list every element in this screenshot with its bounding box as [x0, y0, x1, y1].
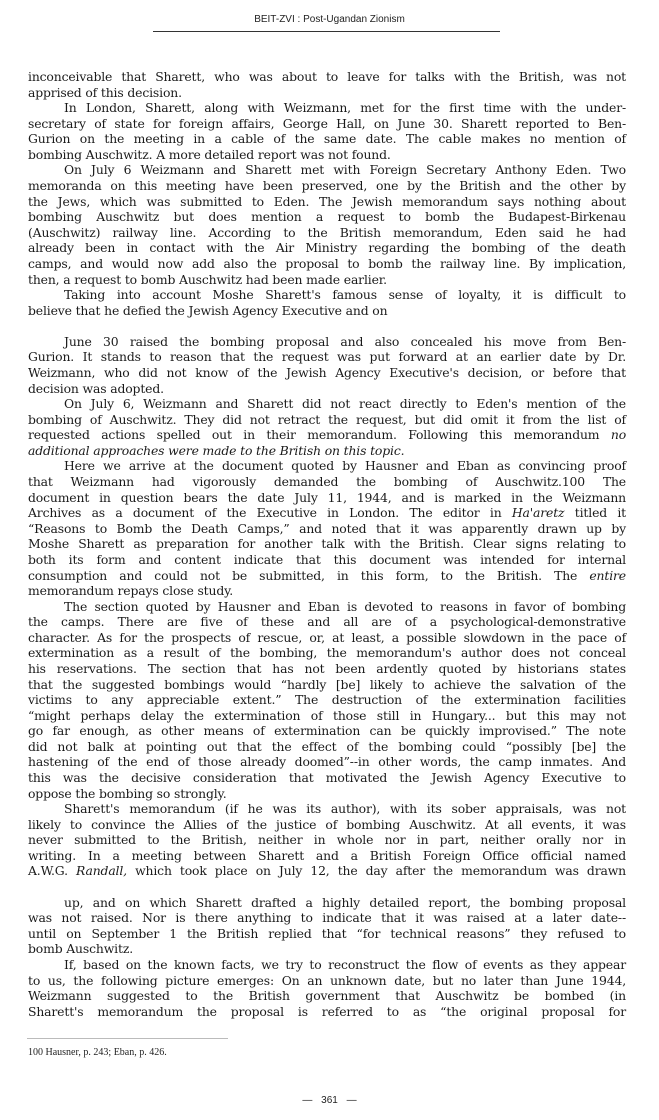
text-line: that the suggested bombings would “hardly [be] likely to achieve the salvation of the — [28, 676, 626, 692]
text-line: extermination as a result of the bombing, the memorandum's author does not conceal — [28, 645, 626, 661]
text-line: Taking into account Moshe Sharett's famous sense of loyalty, it is difficult to — [64, 287, 626, 303]
text-line: Weizmann suggested to the British government that Auschwitz be bombed (in — [28, 988, 626, 1004]
text-line: secretary of state for foreign affairs, George Hall, on June 30. Sharett reported to Ben- — [28, 115, 626, 131]
text-line — [28, 443, 626, 459]
text-line: bombing of Auschwitz. They did not retract the request, but did omit it from the list of — [28, 411, 626, 427]
paragraph — [28, 895, 626, 957]
person-name: Randall, — [76, 863, 127, 879]
text-run: Archives as a document of the Executive in London. The editor in — [28, 505, 502, 521]
text-run: consumption and could not be submitted, in this form, to the British. The — [28, 567, 578, 583]
text-line — [28, 427, 626, 443]
paragraph — [28, 69, 626, 100]
text-line: never submitted to the British, neither in whole nor in part, neither orally nor in — [28, 832, 626, 848]
text-line: inconceivable that Sharett, who was about to leave for talks with the British, was not — [28, 69, 626, 84]
paragraph — [28, 396, 626, 458]
text-line: the camps. There are five of these and all are of a psychological-demonstrative — [28, 614, 626, 630]
running-head: BEIT-ZVI : Post-Ugandan Zionism — [254, 14, 405, 25]
text-run: requested actions spelled out in their memorandum. Following this memorandum — [28, 427, 600, 443]
paragraph — [28, 162, 626, 287]
newspaper-title: Ha'aretz — [511, 505, 565, 521]
text-line: Moshe Sharett as preparation for another talk with the British. Clear signs relating to — [28, 536, 626, 552]
emphasis-text: entire — [589, 567, 626, 583]
text-line: If, based on the known facts, we try to reconstruct the flow of events as they appear — [64, 956, 626, 972]
text-line: Weizmann, who did not know of the Jewish Agency Executive's decision, or before that — [28, 364, 626, 380]
text-run: titled it — [574, 505, 627, 521]
text-line: Sharett's memorandum (if he was its author), with its sober appraisals, was not — [64, 801, 626, 817]
emphasis-text: additional approaches were made to the British on this topic. — [28, 442, 405, 458]
text-line: Here we arrive at the document quoted by Hausner and Eban as convincing proof — [64, 458, 626, 474]
text-line: this was the decisive consideration that motivated the Jewish Agency Executive to — [28, 770, 626, 786]
text-line: Sharett's memorandum the proposal is referred to as “the original proposal for — [28, 1003, 626, 1019]
text-line: apprised of this decision. — [28, 84, 182, 100]
text-line: “Reasons to Bomb the Death Camps,” and noted that it was apparently drawn up by — [28, 520, 626, 536]
text-line: was not raised. Nor is there anything to indicate that it was raised at a later date-- — [28, 910, 626, 926]
text-line: oppose the bombing so strongly. — [28, 785, 227, 801]
blank-line — [28, 879, 626, 895]
text-line — [28, 505, 626, 521]
text-line: “might perhaps delay the extermination of those still in Hungary... but this may not — [28, 707, 626, 723]
text-line: On July 6, Weizmann and Sharett did not react directly to Eden's mention of the — [64, 396, 626, 412]
text-line: Gurion. It stands to reason that the request was put forward at an earlier date by Dr. — [28, 349, 626, 365]
text-line — [28, 474, 626, 490]
text-line: The section quoted by Hausner and Eban is devoted to reasons in favor of bombing — [64, 598, 626, 614]
text-line: camps, and would now add also the proposal to bomb the railway line. By implication, — [28, 255, 626, 271]
paragraph — [28, 458, 626, 598]
blank-line — [28, 318, 626, 334]
text-line: did not balk at pointing out that the effect of the bombing could “possibly [be] the — [28, 738, 626, 754]
text-line: In London, Sharett, along with Weizmann, met for the first time with the under- — [64, 100, 626, 116]
text-line: bomb Auschwitz. — [28, 941, 133, 957]
text-line: character. As for the prospects of rescue, or, at least, a possible slowdown in the pace of — [28, 629, 626, 645]
text-line: to us, the following picture emerges: On an unknown date, but no later than June 1944, — [28, 972, 626, 988]
text-run: which took place on July 12, the day after the memorandum was drawn — [135, 863, 627, 879]
text-line: up, and on which Sharett drafted a highly detailed report, the bombing proposal — [64, 894, 626, 910]
page-number: — 361 — — [302, 1095, 357, 1106]
paragraph — [28, 287, 626, 318]
emphasis-text: no — [610, 427, 626, 443]
text-line: hastening of the end of those already doomed”--in other words, the camp inmates. And — [28, 754, 626, 770]
text-run: A.W.G. — [28, 863, 68, 879]
text-line: his reservations. The section that has not been ardently quoted by historians states — [28, 660, 626, 676]
text-line: until on September 1 the British replied that “for technical reasons” they refused to — [28, 925, 626, 941]
text-line: bombing Auschwitz but does mention a request to bomb the Budapest-Birkenau — [28, 209, 626, 225]
text-line: both its form and content indicate that this document was intended for internal — [28, 551, 626, 567]
text-line: On July 6 Weizmann and Sharett met with Foreign Secretary Anthony Eden. Two — [64, 162, 626, 178]
paragraph — [28, 100, 626, 162]
text-line: writing. In a meeting between Sharett and a British Foreign Office official named — [28, 847, 626, 863]
text-line: believe that he defied the Jewish Agency Executive and on — [28, 302, 388, 318]
paragraph — [28, 957, 626, 1019]
text-line: memorandum repays close study. — [28, 583, 234, 599]
text-line: already been in contact with the Air Ministry regarding the bombing of the death — [28, 240, 626, 256]
text-line: the Jews, which was submitted to Eden. The Jewish memorandum says nothing about — [28, 193, 626, 209]
body-text — [28, 69, 626, 1019]
text-line: memoranda on this meeting have been preserved, one by the British and the other by — [28, 178, 626, 194]
text-run: that Weizmann had vigorously demanded the bombing of Auschwitz.100 The — [28, 474, 626, 490]
text-line: June 30 raised the bombing proposal and also concealed his move from Ben- — [64, 333, 626, 349]
text-line — [28, 568, 626, 584]
paragraph — [28, 599, 626, 802]
text-line: likely to convince the Allies of the justice of bombing Auschwitz. At all events, it was — [28, 816, 626, 832]
text-line: go far enough, as other means of extermination can be quickly improvised.” The note — [28, 723, 626, 739]
text-line: decision was adopted. — [28, 380, 164, 396]
text-line: Gurion on the meeting in a cable of the same date. The cable makes no mention of — [28, 131, 626, 147]
text-line: then, a request to bomb Auschwitz had been made earlier. — [28, 271, 387, 287]
paragraph — [28, 801, 626, 879]
header-rule — [153, 31, 500, 32]
footnote: 100 Hausner, p. 243; Eban, p. 426. — [28, 1047, 167, 1058]
text-line — [28, 863, 626, 879]
text-line: document in question bears the date July 11, 1944, and is marked in the Weizmann — [28, 489, 626, 505]
footnote-rule — [27, 1038, 228, 1039]
text-line: victims to any appreciable extent.” The destruction of the extermination facilities — [28, 692, 626, 708]
paragraph — [28, 334, 626, 396]
text-line: (Auschwitz) railway line. According to the British memorandum, Eden said he had — [28, 224, 626, 240]
text-line: bombing Auschwitz. A more detailed report was not found. — [28, 146, 391, 162]
